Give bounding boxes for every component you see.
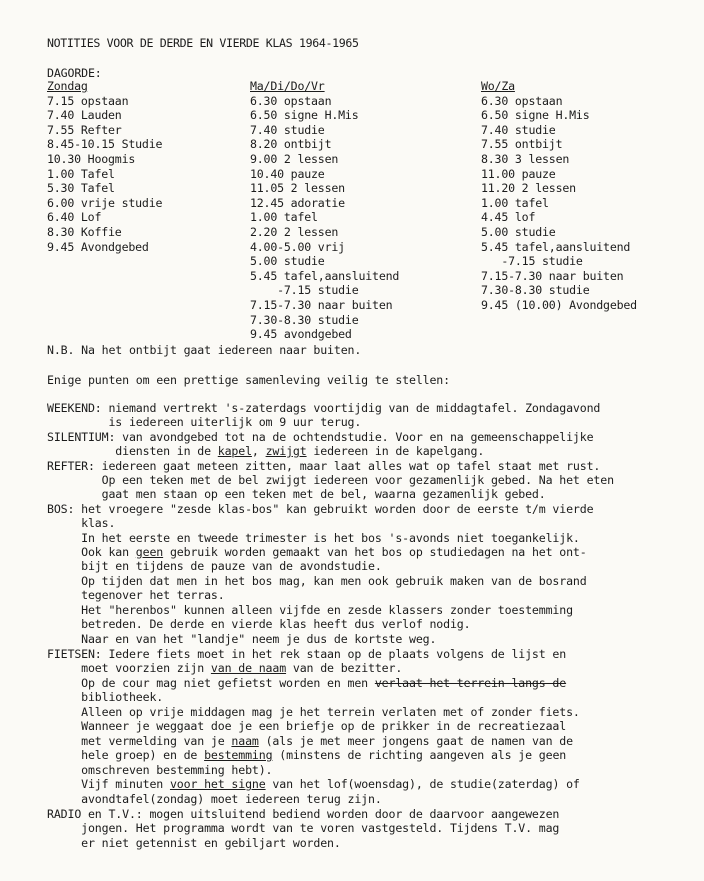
refter-line-2: Op een teken met de bel zwijgt iedereen voor gezamenlijk gebed. Na het eten bbox=[47, 473, 614, 487]
schedule-column-wed-sat bbox=[481, 79, 637, 313]
schedule-row: 4.00-5.00 vrij bbox=[250, 239, 345, 254]
bos-line-7: tegenover het terras. bbox=[47, 588, 225, 602]
schedule-row: 7.40 studie bbox=[250, 122, 325, 137]
text-segment: (als je met meer jongens gaat de namen van de bbox=[258, 734, 573, 748]
schedule-row: 6.50 signe H.Mis bbox=[481, 108, 590, 123]
column-heading: Zondag bbox=[47, 79, 88, 93]
schedule-row: 8.45-10.15 Studie bbox=[47, 137, 163, 152]
text-segment: gebruik worden gemaakt van het bos op studiedagen na het ont- bbox=[163, 545, 587, 559]
refter-line-3: gaat men staan op een teken met de bel, waarna gezamenlijk gebed. bbox=[47, 487, 546, 501]
schedule-row: 10.40 pauze bbox=[250, 166, 325, 181]
fietsen-line-5: Alleen op vrije middagen mag je het terrein verlaten met of zonder fiets. bbox=[47, 705, 580, 719]
refter-line-1: REFTER: iedereen gaat meteen zitten, maar laat alles wat op tafel staat met rust. bbox=[47, 459, 601, 473]
silentium-line-1: SILENTIUM: van avondgebed tot na de ochtendstudie. Voor en na gemeenschappelijke bbox=[47, 430, 594, 444]
schedule-row: 2.20 2 lessen bbox=[250, 224, 339, 239]
intro-text: Enige punten om een prettige samenleving veilig te stellen: bbox=[47, 373, 450, 387]
schedule-row: 9.00 2 lessen bbox=[250, 151, 339, 166]
schedule-column-sunday bbox=[47, 79, 162, 254]
schedule-row: 5.30 Tafel bbox=[47, 181, 115, 196]
fietsen-line-7 bbox=[47, 734, 573, 748]
schedule-row: 7.30-8.30 studie bbox=[250, 312, 359, 327]
underlined-word: voor het signe bbox=[169, 777, 266, 791]
text-segment: Vijf minuten bbox=[47, 777, 170, 791]
schedule-row: 12.45 adoratie bbox=[250, 195, 345, 210]
schedule-row: 6.40 Lof bbox=[47, 210, 102, 225]
radio-line-1: RADIO en T.V.: mogen uitsluitend bediend worden door de daarvoor aangewezen bbox=[47, 807, 560, 821]
underlined-word: naam bbox=[231, 734, 259, 748]
schedule-row: 8.30 3 lessen bbox=[481, 151, 570, 166]
schedule-row: 8.20 ontbijt bbox=[250, 137, 332, 152]
fietsen-line-10 bbox=[47, 777, 580, 791]
schedule-row: 9.45 avondgebed bbox=[250, 327, 352, 342]
text-segment: met vermelding van je bbox=[47, 734, 232, 748]
text-segment: (minstens de richting aangeven als je geen bbox=[272, 748, 567, 762]
schedule-row: 11.05 2 lessen bbox=[250, 181, 345, 196]
schedule-row: 11.20 2 lessen bbox=[481, 181, 576, 196]
schedule-row: 10.30 Hoogmis bbox=[47, 151, 136, 166]
schedule-row: 1.00 Tafel bbox=[47, 166, 115, 181]
text-segment: , bbox=[251, 444, 266, 458]
schedule-row: 7.55 Refter bbox=[47, 122, 122, 137]
column-heading: Ma/Di/Do/Vr bbox=[250, 79, 325, 93]
schedule-row: 6.30 opstaan bbox=[481, 93, 563, 108]
text-segment: van de bezitter. bbox=[286, 661, 403, 675]
weekend-line-1: WEEKEND: niemand vertrekt 's-zaterdags voortijdig van de middagtafel. Zondagavond bbox=[47, 401, 601, 415]
bos-line-3: In het eerste en tweede trimester is het bos 's-avonds niet toegankelijk. bbox=[47, 531, 580, 545]
bos-line-2: klas. bbox=[47, 516, 116, 530]
schedule-column-weekdays bbox=[250, 79, 399, 342]
schedule-row: 6.30 opstaan bbox=[250, 93, 332, 108]
silentium-line-2 bbox=[47, 444, 484, 458]
schedule-row: 7.15-7.30 naar buiten bbox=[481, 268, 624, 283]
underlined-word: zwijgt bbox=[265, 444, 307, 458]
fietsen-line-11: avondtafel(zondag) moet iedereen terug zijn. bbox=[47, 792, 382, 806]
radio-line-2: jongen. Het programma wordt van te voren vastgesteld. Tijdens T.V. mag bbox=[47, 821, 560, 835]
bos-line-8: Het "herenbos" kunnen alleen vijfde en zesde klassers zonder toestemming bbox=[47, 603, 573, 617]
schedule-row: 5.00 studie bbox=[481, 224, 556, 239]
fietsen-line-4: bibliotheek. bbox=[47, 690, 164, 704]
fietsen-line-2 bbox=[47, 661, 402, 675]
underlined-word: geen bbox=[135, 545, 164, 559]
document-title: NOTITIES VOOR DE DERDE EN VIERDE KLAS 1964-1965 bbox=[47, 36, 359, 50]
schedule-row: 7.15 opstaan bbox=[47, 93, 129, 108]
weekend-line-2: is iedereen uiterlijk om 9 uur terug. bbox=[47, 415, 362, 429]
fietsen-line-3 bbox=[47, 676, 566, 690]
dagorde-label: DAGORDE: bbox=[47, 66, 102, 80]
text-segment: iedereen in de kapelgang. bbox=[306, 444, 485, 458]
bos-line-1: BOS: het vroegere "zesde klas-bos" kan gebruikt worden door de eerste t/m vierde bbox=[47, 502, 594, 516]
radio-line-3: er niet getennist en gebiljart worden. bbox=[47, 836, 341, 850]
text-segment: van het lof(woensdag), de studie(zaterdag) of bbox=[265, 777, 580, 791]
underlined-word: bestemming bbox=[204, 748, 273, 762]
text-segment: hele groep) en de bbox=[47, 748, 205, 762]
underlined-word: kapel bbox=[217, 444, 252, 458]
schedule-row: 7.40 studie bbox=[481, 122, 556, 137]
schedule-row: -7.15 studie bbox=[481, 254, 583, 269]
schedule-row: 5.00 studie bbox=[250, 254, 325, 269]
schedule-row: 6.00 vrije studie bbox=[47, 195, 163, 210]
text-segment: diensten in de bbox=[47, 444, 218, 458]
text-segment: Ook kan bbox=[47, 545, 136, 559]
schedule-row: 5.45 tafel,aansluitend bbox=[481, 239, 631, 254]
column-heading: Wo/Za bbox=[481, 79, 515, 93]
schedule-row: -7.15 studie bbox=[250, 283, 359, 298]
schedule-row: 7.15-7.30 naar buiten bbox=[250, 297, 393, 312]
bos-line-5: bijt en tijdens de pauze van de avondstudie. bbox=[47, 559, 382, 573]
schedule-row: 8.30 Koffie bbox=[47, 224, 122, 239]
schedule-row: 1.00 tafel bbox=[250, 210, 318, 225]
schedule-row: 5.45 tafel,aansluitend bbox=[250, 268, 400, 283]
schedule-row: 7.55 ontbijt bbox=[481, 137, 563, 152]
schedule-row: 11.00 pauze bbox=[481, 166, 556, 181]
schedule-row: 6.50 signe H.Mis bbox=[250, 108, 359, 123]
bos-line-10: Naar en van het "landje" neem je dus de kortste weg. bbox=[47, 632, 437, 646]
fietsen-line-8 bbox=[47, 748, 566, 762]
struck-text: verlaat het terrein langs de bbox=[374, 676, 567, 690]
bos-line-9: betreden. De derde en vierde klas heeft dus verlof nodig. bbox=[47, 617, 471, 631]
schedule-row: 9.45 (10.00) Avondgebed bbox=[481, 297, 637, 312]
schedule-row: 1.00 tafel bbox=[481, 195, 549, 210]
text-segment: moet voorzien zijn bbox=[47, 661, 211, 675]
schedule-row: 9.45 Avondgebed bbox=[47, 239, 149, 254]
fietsen-line-1: FIETSEN: Iedere fiets moet in het rek staan op de plaats volgens de lijst en bbox=[47, 647, 567, 661]
underlined-word: van de naam bbox=[210, 661, 287, 675]
nb-note: N.B. Na het ontbijt gaat iedereen naar buiten. bbox=[47, 343, 362, 357]
fietsen-line-6: Wanneer je weggaat doe je een briefje op de prikker in de recreatiezaal bbox=[47, 719, 567, 733]
bos-line-6: Op tijden dat men in het bos mag, kan men ook gebruik maken van de bosrand bbox=[47, 574, 587, 588]
schedule-row: 7.40 Lauden bbox=[47, 108, 122, 123]
schedule-row: 4.45 lof bbox=[481, 210, 536, 225]
fietsen-line-9: omschreven bestemming hebt). bbox=[47, 763, 273, 777]
schedule-row: 7.30-8.30 studie bbox=[481, 283, 590, 298]
bos-line-4 bbox=[47, 545, 587, 559]
text-segment: Op de cour mag niet gefietst worden en men bbox=[47, 676, 375, 690]
